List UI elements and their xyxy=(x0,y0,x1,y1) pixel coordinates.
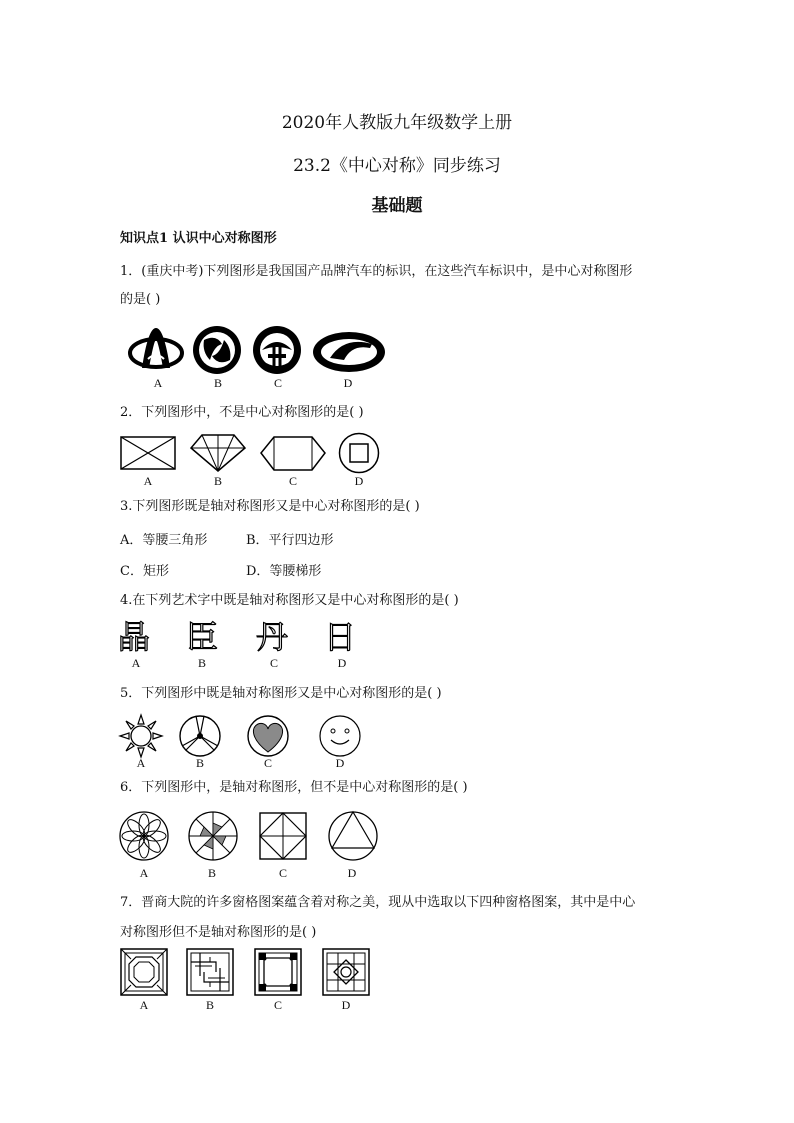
q6-option-d-label: D xyxy=(347,866,357,880)
question-5-text: 5．下列图形中既是轴对称图形又是中心对称图形的是( ) xyxy=(120,686,442,701)
question-6-text: 6．下列图形中，是轴对称图形，但不是中心对称图形的是( ) xyxy=(120,780,468,795)
knowledge-point-heading: 知识点1 认识中心对称图形 xyxy=(120,231,277,246)
q5-option-a-label: A xyxy=(136,756,146,770)
art-char-c: 丹 xyxy=(256,618,289,656)
q1-option-d-label: D xyxy=(343,376,353,390)
square-diamond-icon xyxy=(258,811,308,861)
car-logo-a-icon xyxy=(128,326,188,376)
q3-option-a: A．等腰三角形 xyxy=(120,533,208,548)
diamond-gem-icon xyxy=(190,434,246,472)
q7-option-b-label: B xyxy=(205,998,214,1012)
smiley-face-icon xyxy=(318,714,362,758)
question-7-line-2: 对称图形但不是轴对称图形的是( ) xyxy=(120,925,317,940)
flower-petals-circle-icon xyxy=(119,811,169,861)
q2-option-d-label: D xyxy=(354,474,364,488)
circle-three-blades-icon xyxy=(178,714,222,758)
q5-option-b-label: B xyxy=(195,756,204,770)
q4-option-d-label: D xyxy=(337,656,347,670)
q4-option-a-label: A xyxy=(131,656,141,670)
q2-option-b-label: B xyxy=(213,474,222,488)
q6-option-a-label: A xyxy=(139,866,149,880)
q7-option-a-label: A xyxy=(139,998,149,1012)
q7-option-c-label: C xyxy=(273,998,282,1012)
question-1-line-1: 1．(重庆中考)下列图形是我国国产品牌汽车的标识，在这些汽车标识中，是中心对称图形 xyxy=(120,264,633,279)
q5-option-d-label: D xyxy=(335,756,345,770)
q1-option-b-label: B xyxy=(213,376,222,390)
art-char-d: 日 xyxy=(324,618,357,656)
window-lattice-b-icon xyxy=(186,948,234,996)
car-logo-d-icon xyxy=(312,330,388,374)
q1-option-a-label: A xyxy=(153,376,163,390)
q1-option-c-label: C xyxy=(273,376,282,390)
document-subtitle: 23.2《中心对称》同步练习 xyxy=(293,156,501,176)
q6-option-c-label: C xyxy=(278,866,287,880)
circle-with-square-icon xyxy=(338,432,380,474)
q3-option-c: C．矩形 xyxy=(120,564,169,579)
q7-option-d-label: D xyxy=(341,998,351,1012)
question-3-text: 3.下列图形既是轴对称图形又是中心对称图形的是( ) xyxy=(120,499,420,514)
heart-in-circle-icon xyxy=(246,714,290,758)
triangle-in-circle-icon xyxy=(328,811,378,861)
q3-option-b: B．平行四边形 xyxy=(246,533,334,548)
window-lattice-c-icon xyxy=(254,948,302,996)
window-lattice-a-icon xyxy=(120,948,168,996)
q6-option-b-label: B xyxy=(207,866,216,880)
hexagon-icon xyxy=(260,436,326,472)
car-logo-c-icon xyxy=(252,324,304,376)
question-2-text: 2．下列图形中，不是中心对称图形的是( ) xyxy=(120,405,364,420)
q4-option-c-label: C xyxy=(269,656,278,670)
window-lattice-d-icon xyxy=(322,948,370,996)
document-title: 2020年人教版九年级数学上册 xyxy=(281,113,513,133)
car-logo-b-icon xyxy=(192,324,244,376)
pinwheel-circle-icon xyxy=(188,811,238,861)
q4-option-b-label: B xyxy=(197,656,206,670)
q5-option-c-label: C xyxy=(263,756,272,770)
q2-option-a-label: A xyxy=(143,474,153,488)
section-title: 基础题 xyxy=(371,196,423,216)
question-7-line-1: 7．晋商大院的许多窗格图案蕴含着对称之美，现从中选取以下四种窗格图案，其中是中心 xyxy=(120,895,636,910)
q2-option-c-label: C xyxy=(288,474,297,488)
question-1-line-2: 的是( ) xyxy=(120,292,161,307)
q3-option-d: D．等腰梯形 xyxy=(246,564,322,579)
art-char-b: 臣 xyxy=(186,618,219,656)
sun-icon xyxy=(119,714,163,758)
art-char-a: 晶 xyxy=(118,618,151,656)
question-4-text: 4.在下列艺术字中既是轴对称图形又是中心对称图形的是( ) xyxy=(120,593,459,608)
rectangle-with-diagonals-icon xyxy=(120,436,176,470)
